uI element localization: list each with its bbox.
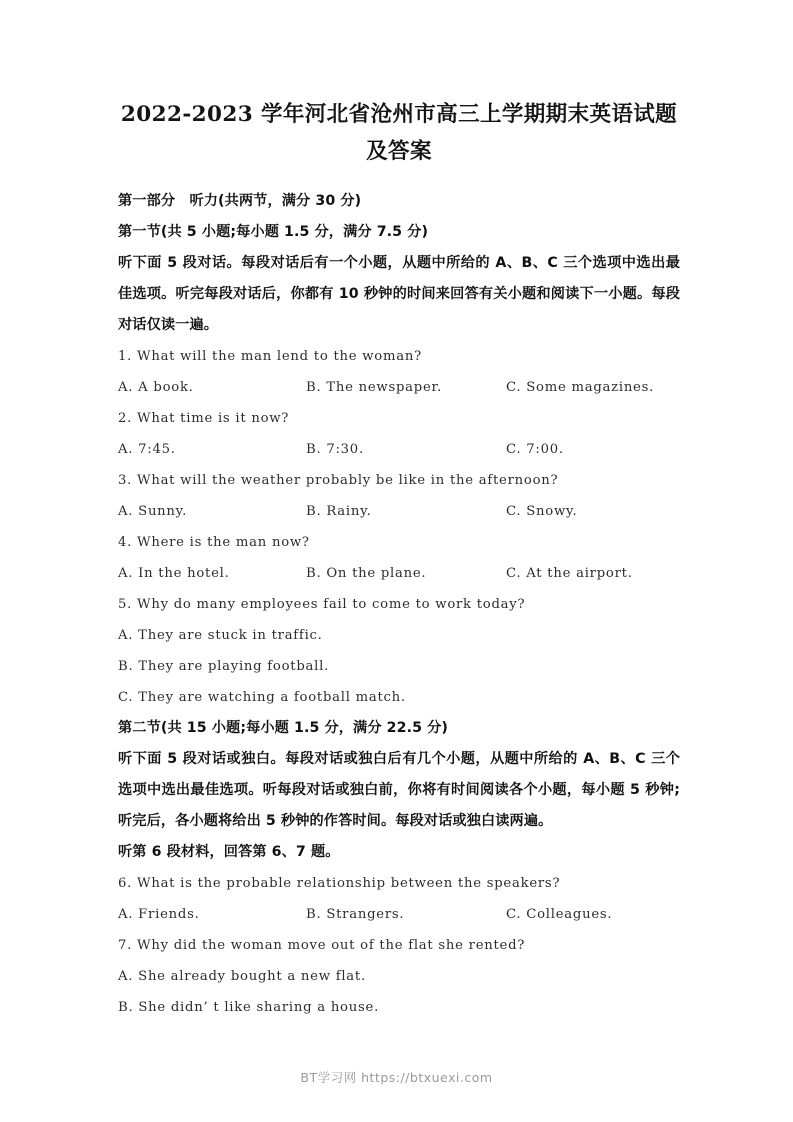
option-b[interactable]: B. She didn’ t like sharing a house. xyxy=(118,1000,380,1015)
question-stem: 6. What is the probable relationship between the speakers? xyxy=(118,876,561,891)
option-b[interactable]: B. Rainy. xyxy=(306,504,372,519)
option-c[interactable]: C. Colleagues. xyxy=(506,907,613,922)
option-c[interactable]: C. Snowy. xyxy=(506,504,578,519)
option-row xyxy=(118,558,680,589)
material-cue: 听第 6 段材料，回答第 6、7 题。 xyxy=(118,844,340,860)
option-a[interactable]: A. Sunny. xyxy=(118,504,188,519)
section-one-instructions: 听下面 5 段对话。每段对话后有一个小题，从题中所给的 A、B、C 三个选项中选出最佳选项。听完每段对话后，你都有 10 秒钟的时间来回答有关小题和阅读下一小题。每段对话仅读一遍。 xyxy=(118,255,680,333)
option-a[interactable]: A. A book. xyxy=(118,380,194,395)
question-stem: 1. What will the man lend to the woman? xyxy=(118,349,422,364)
option-a[interactable]: A. She already bought a new flat. xyxy=(118,969,366,984)
question-stem: 2. What time is it now? xyxy=(118,411,290,426)
option-c[interactable]: C. 7:00. xyxy=(506,442,564,457)
document-body xyxy=(118,96,680,1023)
option-a[interactable]: A. 7:45. xyxy=(118,442,176,457)
question-stem: 3. What will the weather probably be like in the afternoon? xyxy=(118,473,559,488)
option-a[interactable]: A. Friends. xyxy=(118,907,200,922)
question-stem: 4. Where is the man now? xyxy=(118,535,310,550)
option-row xyxy=(118,899,680,930)
option-b[interactable]: B. 7:30. xyxy=(306,442,364,457)
option-row xyxy=(118,496,680,527)
section-two-instructions: 听下面 5 段对话或独白。每段对话或独白后有几个小题，从题中所给的 A、B、C 三个选项中选出最佳选项。听每段对话或独白前，你将有时间阅读各个小题，每小题 5 秒钟;听完后，各小题将给出 5 秒钟的作答时间。每段对话或独白读两遍。 xyxy=(118,751,680,829)
option-row xyxy=(118,434,680,465)
section-two-heading: 第二节(共 15 小题;每小题 1.5 分，满分 22.5 分) xyxy=(118,720,448,736)
option-b[interactable]: B. The newspaper. xyxy=(306,380,443,395)
option-c[interactable]: C. At the airport. xyxy=(506,566,633,581)
question-stem: 5. Why do many employees fail to come to work today? xyxy=(118,597,526,612)
section-one-heading: 第一节(共 5 小题;每小题 1.5 分，满分 7.5 分) xyxy=(118,224,429,240)
option-b[interactable]: B. Strangers. xyxy=(306,907,405,922)
option-a[interactable]: A. In the hotel. xyxy=(118,566,230,581)
question-stem: 7. Why did the woman move out of the flat she rented? xyxy=(118,938,526,953)
option-b[interactable]: B. They are playing football. xyxy=(118,659,330,674)
option-row xyxy=(118,372,680,403)
footer-watermark: BT学习网 https://btxuexi.com xyxy=(300,1070,493,1085)
page-title: 2022-2023 学年河北省沧州市高三上学期期末英语试题及答案 xyxy=(120,102,678,164)
option-c[interactable]: C. Some magazines. xyxy=(506,380,655,395)
part-one-heading: 第一部分 听力(共两节，满分 30 分) xyxy=(118,193,362,209)
option-b[interactable]: B. On the plane. xyxy=(306,566,427,581)
option-c[interactable]: C. They are watching a football match. xyxy=(118,690,406,705)
option-a[interactable]: A. They are stuck in traffic. xyxy=(118,628,323,643)
